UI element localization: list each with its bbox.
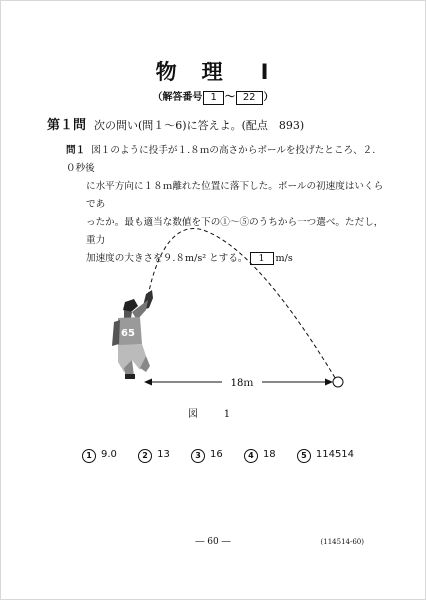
title-subject: 物 理 [155,60,225,84]
figure-caption: 図 1 [187,409,239,420]
page-number: ― 60 ― [195,537,231,547]
problem-line-2: に水平方向に１８ｍ離れた位置に落下した。ボールの初速度はいくらであ [86,181,384,210]
answer-range-separator: ～ [224,92,235,103]
answer-unit: m/s [275,253,293,264]
choice-1[interactable] [82,449,117,463]
distance-arrow-head-left [144,379,152,386]
choice-3[interactable] [191,449,223,463]
choice-mark: 2 [138,449,152,463]
choice-mark: 5 [297,449,311,463]
choice-value: 9.0 [101,449,117,460]
problem-label: 問１ [66,145,86,156]
answer-range-prefix: （解答番号 [152,92,203,103]
choices-list [82,449,372,463]
problem-line-3: ったか。最も適当な数値を下の①～⑤のうちから一つ選べ。ただし，重力 [86,217,384,246]
choice-5[interactable] [297,449,354,463]
pitcher-shoe [125,374,135,379]
choice-value: 16 [210,449,223,460]
choice-mark: 3 [191,449,205,463]
distance-label: 18ｍ [230,378,254,389]
choice-value: 18 [262,449,276,460]
choice-value: 114514 [315,449,355,460]
question-instruction: 次の問い(問１～6)に答えよ。(配点 893) [94,119,305,132]
pitcher-figure [112,290,153,379]
trajectory-path [148,228,337,381]
answer-box: 1 [250,252,274,265]
choice-2[interactable] [138,449,170,463]
pitcher-glove-arm [112,320,120,346]
answer-range-suffix: ） [263,92,274,103]
choice-value: 13 [157,449,170,460]
answer-range-end: 22 [236,91,263,105]
answer-range-start: 1 [203,91,223,105]
question-number: 第１問 [47,118,87,133]
distance-arrow-head-right [325,379,333,386]
choice-mark: 1 [82,449,96,463]
title-level: I [260,60,271,84]
problem-line-1: 図１のように投手が１.８ｍの高さからボールを投げたところ、２.０秒後 [66,145,376,174]
choice-4[interactable] [244,449,276,463]
jersey-number: 65 [121,328,135,339]
choice-mark: 4 [244,449,258,463]
page-code: (114514-60) [320,538,364,546]
landing-ball [333,377,343,387]
problem-line-4: 加速度の大きさを９.８m/s² とする。 [86,253,248,264]
